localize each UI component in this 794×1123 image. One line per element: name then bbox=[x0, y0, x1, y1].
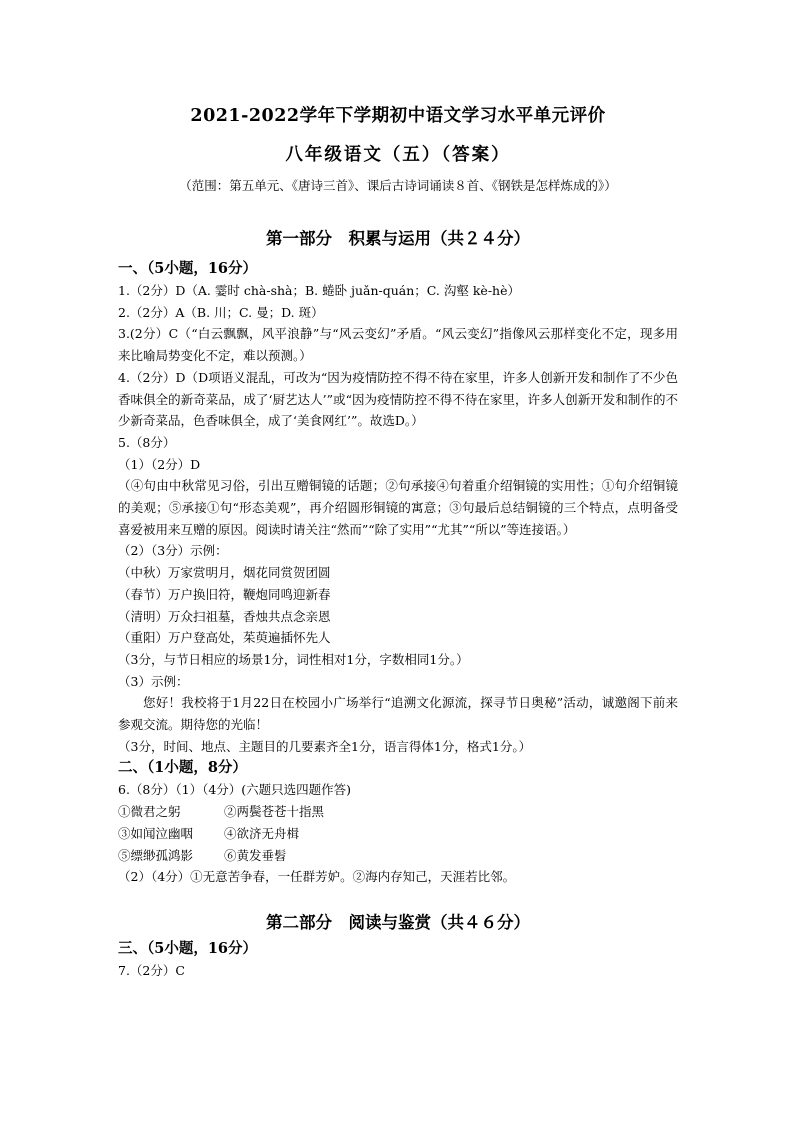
answer-q5-2-scoring-note: （3分，与节日相应的场景1分，词性相对1分，字数相同1分。） bbox=[118, 651, 469, 667]
answer-q6-2: （2）（4分）①无意苦争春，一任群芳妒。②海内存知己，天涯若比邻。 bbox=[118, 869, 516, 885]
poem-answer: ②两鬓苍苍十指黑 bbox=[224, 804, 325, 820]
example-couplet: （春节）万户换旧符，鞭炮同鸣迎新春 bbox=[118, 586, 331, 602]
answer-q5-3-heading: （3）示例： bbox=[118, 673, 189, 689]
part1-title: 第一部分 积累与运用（共２４分） bbox=[266, 229, 530, 248]
answer-q5-3-example: 您好！我校将于1月22日在校园小广场举行“追溯文化源流，探寻节日奥秘”活动，诚邀阁下前来参观交流。期待您的光临！ bbox=[118, 695, 678, 733]
document-title: 2021-2022学年下学期初中语文学习水平单元评价 bbox=[190, 106, 606, 126]
poem-answer-row bbox=[118, 823, 678, 845]
answer-sheet bbox=[118, 100, 678, 982]
section3-heading: 三、（5小题，16分） bbox=[118, 939, 258, 957]
answer-q2: 2.（2分）A（B. 川；C. 曼；D. 斑） bbox=[118, 304, 324, 320]
poem-answer: ③如闻泣幽咽 bbox=[118, 825, 194, 841]
answer-q5-1-heading: （1）（2分）D bbox=[118, 456, 201, 472]
poem-answer: ⑤缥缈孤鸿影 bbox=[118, 847, 194, 863]
answer-q5-1-explanation: （④句由中秋常见习俗，引出互赠铜镜的话题；②句承接④句着重介绍铜镜的实用性；①句介绍铜镜的美观；⑤承接①句“形态美观”，再介绍圆形铜镜的寓意；③句最后总结铜镜的三个特点，点明备受喜爱被用来互赠的原因。阅读时请关注“然而”“除了实用”“尤其”“所以”等连接语。） bbox=[118, 478, 678, 537]
example-couplet: （中秋）万家赏明月，烟花同赏贺团圆 bbox=[118, 565, 331, 581]
poem-answer: ⑥黄发垂髫 bbox=[224, 847, 287, 863]
answer-q4: 4.（2分）D（D项语义混乱，可改为“因为疫情防控不得不待在家里，许多人创新开发和制作了不少色香味俱全的新奇菜品，成了‘厨艺达人’”或“因为疫情防控不得不待在家里，许多人创新开发和制作的不少新奇菜品，色香味俱全，成了‘美食网红’”。故选D。） bbox=[118, 369, 678, 429]
part2-title: 第二部分 阅读与鉴赏（共４６分） bbox=[266, 912, 530, 932]
answer-q6-heading: 6.（8分）（1）（4分）(六题只选四题作答) bbox=[118, 782, 352, 798]
poem-answer-row bbox=[118, 801, 678, 823]
answer-q1: 1.（2分）D（A. 霎时 chà-shà；B. 蜷卧 juǎn-quán；C. 沟壑 kè-hè） bbox=[118, 283, 520, 298]
example-couplet: （重阳）万户登高处，茱萸遍插怀先人 bbox=[118, 630, 331, 646]
example-couplet: （清明）万众扫祖墓，香烛共点念亲恩 bbox=[118, 608, 331, 624]
poem-answer-row bbox=[118, 845, 678, 867]
answer-q7: 7.（2分）C bbox=[118, 962, 185, 978]
answer-q5-heading: 5.（8分） bbox=[118, 434, 176, 450]
exam-scope: （范围：第五单元、《唐诗三首》、课后古诗词诵读８首、《钢铁是怎样炼成的》） bbox=[179, 178, 617, 193]
section2-heading: 二、（1小题，8分） bbox=[118, 759, 247, 777]
section1-heading: 一、（5小题，16分） bbox=[118, 260, 258, 277]
document-subtitle: 八年级语文（五）（答案） bbox=[285, 145, 511, 165]
answer-q3: 3.(2分）C（“白云飘飘，风平浪静”与“风云变幻”矛盾。“风云变幻”指像风云那样变化不定，现多用来比喻局势变化不定，难以预测。） bbox=[118, 326, 678, 364]
answer-q5-3-scoring-note: （3分，时间、地点、主题目的几要素齐全1分，语言得体1分，格式1分。） bbox=[118, 738, 532, 754]
poem-answer: ④欲济无舟楫 bbox=[224, 825, 300, 841]
answer-q5-2-heading: （2）（3分）示例： bbox=[118, 543, 228, 559]
poem-answer: ①微君之躬 bbox=[118, 804, 181, 820]
